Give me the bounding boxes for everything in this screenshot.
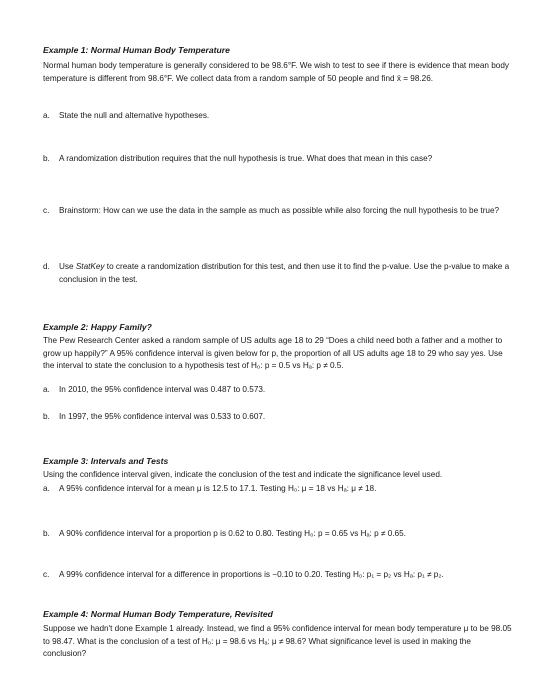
question-text: In 2010, the 95% confidence interval was 0.487 to 0.573.: [59, 385, 266, 394]
example3-title: Example 3: Intervals and Tests: [43, 456, 169, 466]
question-letter: b.: [43, 529, 50, 538]
question-text: A 90% confidence interval for a proportion p is 0.62 to 0.80. Testing H₀: p = 0.65 vs Hₐ: p ≠ 0.65.: [59, 529, 406, 538]
question-letter: d.: [43, 262, 50, 271]
example2-intro: The Pew Research Center asked a random sample of US adults age 18 to 29 “Does a child need both a father and a mother to grow up happily?” A 95% confidence interval is given below for p, the proportion of all US adults age 18 to 29 who say yes. Use the interval to state the conclusion to a hypothesis test of H₀: p = 0.5 vs Hₐ: p ≠ 0.5.: [43, 336, 503, 370]
question-letter: c.: [43, 206, 50, 215]
question-text-pre: Use: [59, 262, 76, 271]
example4-intro: Suppose we hadn't done Example 1 already. Instead, we find a 95% confidence interval for mean body temperature μ to be 98.05 to 98.47. What is the conclusion of a test of H₀: μ = 98.6 vs Hₐ: μ ≠ 98.6? What significance level is used in making the conclusion?: [43, 624, 512, 658]
example1-question-c: [43, 205, 515, 218]
question-letter: a.: [43, 111, 50, 120]
example2-title: Example 2: Happy Family?: [43, 322, 152, 332]
example1-intro: Normal human body temperature is generally considered to be 98.6°F. We wish to test to see if there is evidence that mean body temperature is different from 98.6°F. We collect data from a random sample of 50 people and find x̄ = 98.26.: [43, 61, 509, 83]
question-letter: b.: [43, 154, 50, 163]
question-letter: a.: [43, 385, 50, 394]
question-text: A 95% confidence interval for a mean μ is 12.5 to 17.1. Testing H₀: μ = 18 vs Hₐ: μ ≠ 18.: [59, 484, 377, 493]
question-letter: c.: [43, 570, 50, 579]
example1-question-d: [43, 261, 515, 286]
example4-title: Example 4: Normal Human Body Temperature, Revisited: [43, 609, 273, 619]
example3-question-c: [43, 569, 515, 582]
example3-question-a: [43, 483, 515, 496]
example1-title: Example 1: Normal Human Body Temperature: [43, 45, 230, 55]
question-letter: b.: [43, 412, 50, 421]
question-text: [59, 261, 515, 286]
question-text-post: to create a randomization distribution for this test, and then use it to find the p-value. Use the p-value to make a conclusion in the test.: [59, 262, 510, 284]
question-text: State the null and alternative hypotheses.: [59, 111, 210, 120]
example1-question-a: [43, 110, 515, 123]
statkey-emphasis: StatKey: [75, 262, 105, 271]
example3-intro: Using the confidence interval given, indicate the conclusion of the test and indicate the significance level used.: [43, 470, 443, 479]
question-text: A 99% confidence interval for a difference in proportions is −0.10 to 0.20. Testing H₀: p₁ = p₂ vs Hₐ: p₁ ≠ p₂.: [59, 570, 444, 579]
question-letter: a.: [43, 484, 50, 493]
example3-question-b: [43, 528, 515, 541]
example2-question-b: [43, 411, 515, 424]
question-text: A randomization distribution requires that the null hypothesis is true. What does that mean in this case?: [59, 154, 433, 163]
question-text: In 1997, the 95% confidence interval was 0.533 to 0.607.: [59, 412, 266, 421]
question-text: Brainstorm: How can we use the data in the sample as much as possible while also forcing the null hypothesis to be true?: [59, 206, 500, 215]
example2-question-a: [43, 384, 515, 397]
example1-question-b: [43, 153, 515, 166]
